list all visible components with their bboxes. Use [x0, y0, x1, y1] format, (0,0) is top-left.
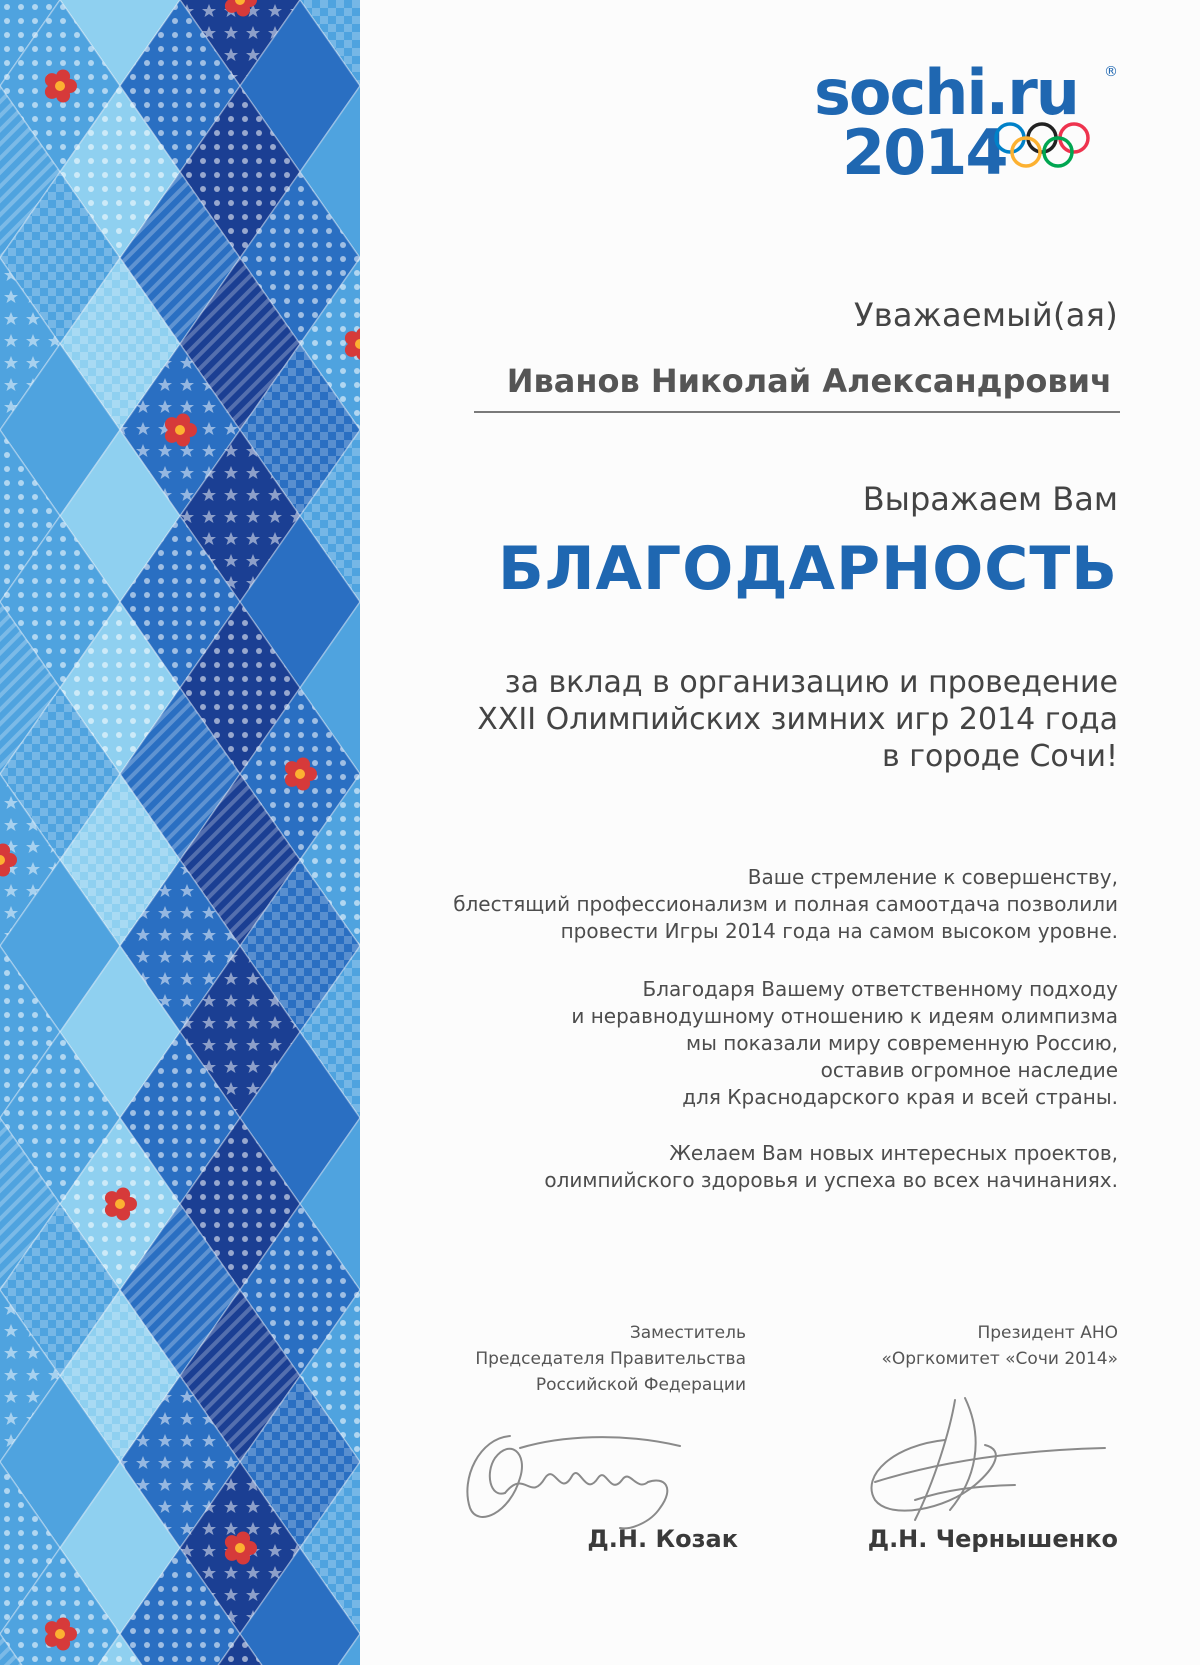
body-line: блестящий профессионализм и полная самоотдача позволили [453, 892, 1118, 916]
reason-line: в городе Сочи! [881, 739, 1118, 774]
body-line: олимпийского здоровья и успеха во всех начинаниях. [544, 1168, 1118, 1192]
signature-right [855, 1390, 1110, 1540]
body-line: оставив огромное наследие [820, 1058, 1118, 1082]
olympic-rings-icon [996, 124, 1088, 166]
signatory-left-title [416, 1320, 746, 1398]
paragraph-2 [358, 976, 1118, 1111]
reason-line: XXII Олимпийских зимних игр 2014 года [477, 702, 1118, 737]
body-line: мы показали миру современную Россию, [686, 1031, 1118, 1055]
reason-text [398, 664, 1118, 775]
sochi-2014-logo [812, 56, 1127, 186]
reason-line: за вклад в организацию и проведение [504, 665, 1118, 700]
signatory-right-title [788, 1320, 1118, 1372]
body-line: Желаем Вам новых интересных проектов, [669, 1141, 1118, 1165]
svg-text:2014: 2014 [842, 116, 1007, 186]
recipient-name: Иванов Николай Александрович [506, 362, 1112, 400]
signatory-right-name: Д.Н. Чернышенко [867, 1525, 1118, 1553]
body-line: Ваше стремление к совершенству, [747, 865, 1118, 889]
name-underline [474, 411, 1120, 413]
title-line: Председателя Правительства [475, 1349, 746, 1369]
olympic-patchwork-pattern [0, 0, 376, 1665]
body-line: Благодаря Вашему ответственному подходу [642, 977, 1118, 1001]
paragraph-1 [358, 864, 1118, 945]
express-text: Выражаем Вам [862, 480, 1118, 518]
certificate-heading: БЛАГОДАРНОСТЬ [497, 534, 1118, 604]
title-line: «Оргкомитет «Сочи 2014» [881, 1349, 1118, 1369]
paragraph-3 [358, 1140, 1118, 1194]
svg-text:sochi.ru: sochi.ru [814, 56, 1078, 129]
body-line: для Краснодарского края и всей страны. [682, 1085, 1118, 1109]
body-line: провести Игры 2014 года на самом высоком уровне. [560, 919, 1118, 943]
salutation: Уважаемый(ая) [853, 296, 1118, 334]
title-line: Российской Федерации [535, 1375, 746, 1395]
signatory-left-name: Д.Н. Козак [587, 1525, 738, 1553]
title-line: Заместитель [629, 1323, 746, 1343]
body-line: и неравнодушному отношению к идеям олимпизма [571, 1004, 1118, 1028]
svg-text:®: ® [1104, 64, 1118, 80]
title-line: Президент АНО [977, 1323, 1118, 1343]
signature-left [450, 1418, 690, 1538]
